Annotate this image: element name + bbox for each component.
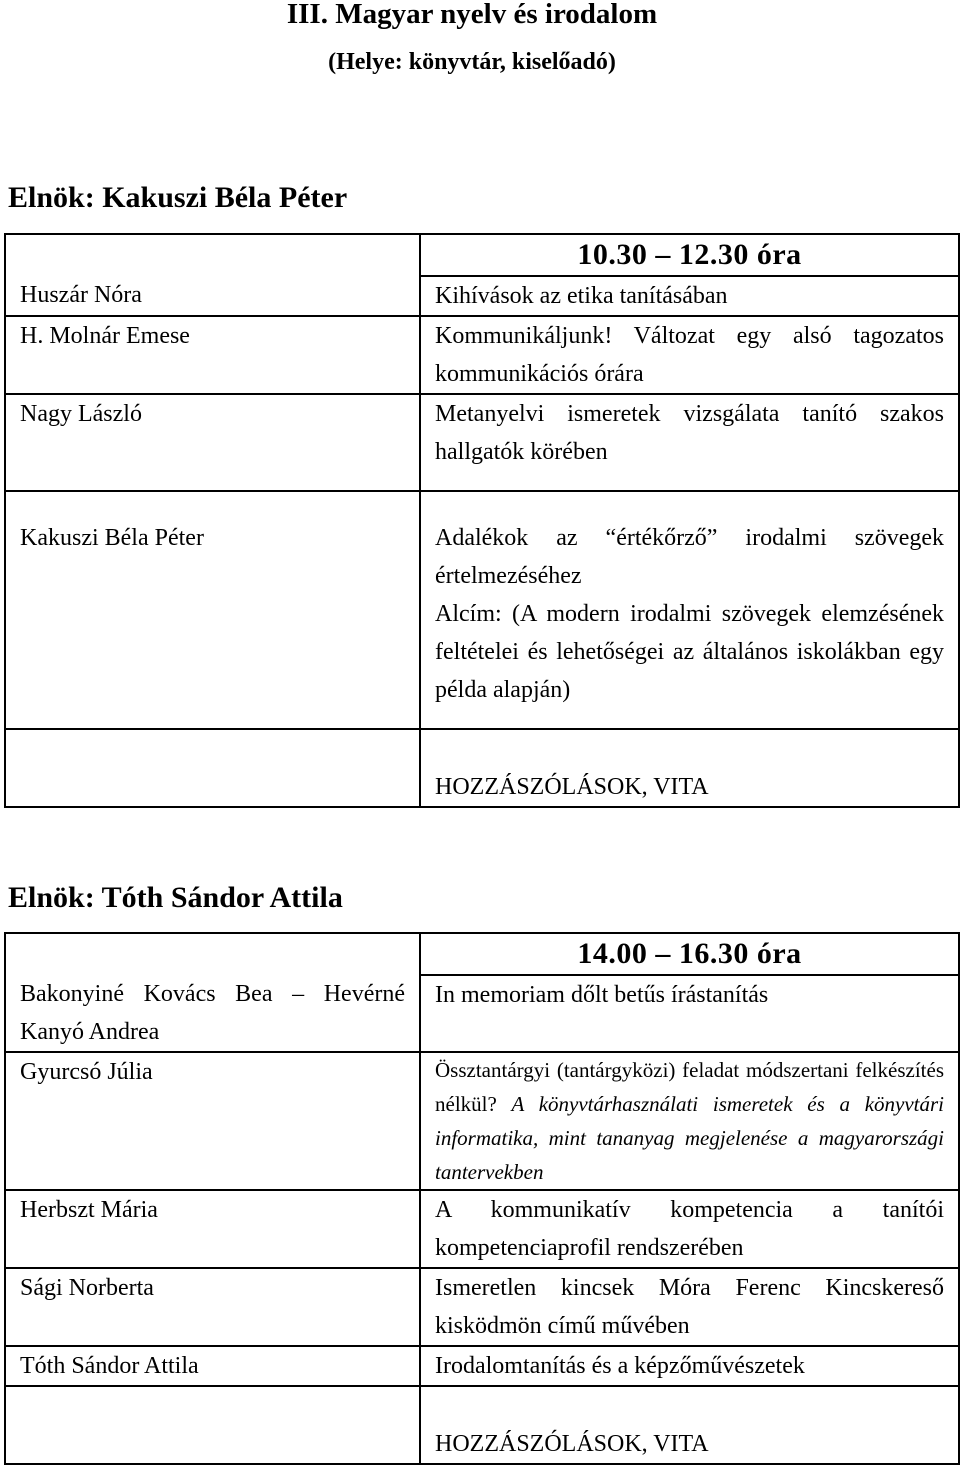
talk-cell: [420, 1268, 959, 1346]
talk-cell: [420, 1190, 959, 1268]
session1-time: 10.30 – 12.30 óra: [577, 238, 802, 271]
speaker-name: Nagy László: [20, 401, 142, 427]
session2-table: [4, 932, 960, 1465]
talk-cell: [420, 491, 959, 729]
session1-time-row: [5, 234, 959, 276]
talk-title: Kihívások az etika tanításában: [435, 283, 728, 309]
speaker-cell: [5, 276, 420, 316]
speaker-cell: [5, 975, 420, 1052]
table-row: [5, 1268, 959, 1346]
table-row: [5, 1190, 959, 1268]
table-row: [5, 394, 959, 491]
talk-cell: [420, 1052, 959, 1190]
speaker-name: Gyurcsó Júlia: [20, 1059, 153, 1085]
talk-title-main: Össztantárgyi (tantárgyközi) feladat módszertani felkészítés nélkül?: [435, 1058, 944, 1116]
discussion-row: [5, 1386, 959, 1464]
talk-subtitle: Alcím: (A modern irodalmi szövegek elemzésének feltételei és lehetőségei az általános iskolákban egy példa alapján): [435, 601, 944, 703]
table-row: [5, 276, 959, 316]
session2-time-row: [5, 933, 959, 975]
talk-cell: [420, 975, 959, 1052]
table-row: [5, 316, 959, 394]
table-row: [5, 1346, 959, 1386]
speaker-name: Huszár Nóra: [20, 282, 142, 308]
speaker-name: Herbszt Mária: [20, 1197, 158, 1223]
speaker-name: Tóth Sándor Attila: [20, 1353, 199, 1379]
table-row: [5, 975, 959, 1052]
table-row: [5, 1052, 959, 1190]
speaker-cell: [5, 1346, 420, 1386]
talk-title: Metanyelvi ismeretek vizsgálata tanító szakos hallgatók körében: [435, 401, 944, 465]
speaker-name: Sági Norberta: [20, 1275, 154, 1301]
talk-cell: [420, 276, 959, 316]
speaker-cell: [5, 1268, 420, 1346]
talk-title: Adalékok az “értékőrző” irodalmi szövegek értelmezéséhez: [435, 525, 944, 589]
speaker-cell: [5, 394, 420, 491]
speaker-cell: [5, 1052, 420, 1190]
speaker-name: Kakuszi Béla Péter: [20, 525, 204, 551]
speaker-cell: [5, 1190, 420, 1268]
talk-title: [435, 1053, 944, 1189]
talk-title: Kommunikáljunk! Változat egy alsó tagozatos kommunikációs órára: [435, 323, 944, 387]
discussion-row: [5, 729, 959, 807]
session2-time: 14.00 – 16.30 óra: [577, 937, 802, 970]
talk-cell: [420, 1346, 959, 1386]
session2-chair: Elnök: Tóth Sándor Attila: [8, 881, 343, 914]
talk-cell: [420, 394, 959, 491]
discussion-label: HOZZÁSZÓLÁSOK, VITA: [435, 774, 709, 800]
speaker-cell: [5, 316, 420, 394]
session1-table: [4, 233, 960, 808]
speaker-cell: [5, 491, 420, 729]
discussion-label: HOZZÁSZÓLÁSOK, VITA: [435, 1431, 709, 1457]
talk-title: Irodalomtanítás és a képzőművészetek: [435, 1353, 805, 1379]
talk-title-italic: A könyvtárhasználati ismeretek és a könyvtári informatika, mint tananyag megjelenése a magyarországi tantervekben: [435, 1092, 944, 1184]
section-title: III. Magyar nyelv és irodalom: [286, 0, 658, 30]
session1-chair: Elnök: Kakuszi Béla Péter: [8, 181, 348, 214]
talk-title: In memoriam dőlt betűs írástanítás: [435, 982, 769, 1008]
talk-title: A kommunikatív kompetencia a tanítói kompetenciaprofil rendszerében: [435, 1197, 944, 1261]
speaker-name: Bakonyiné Kovács Bea – Hevérné Kanyó Andrea: [20, 981, 405, 1045]
talk-cell: [420, 316, 959, 394]
table-row: [5, 491, 959, 729]
talk-title: Ismeretlen kincsek Móra Ferenc Kincskereső kisködmön című művében: [435, 1275, 944, 1339]
speaker-name: H. Molnár Emese: [20, 323, 190, 349]
location-subtitle: (Helye: könyvtár, kiselőadó): [328, 49, 616, 75]
